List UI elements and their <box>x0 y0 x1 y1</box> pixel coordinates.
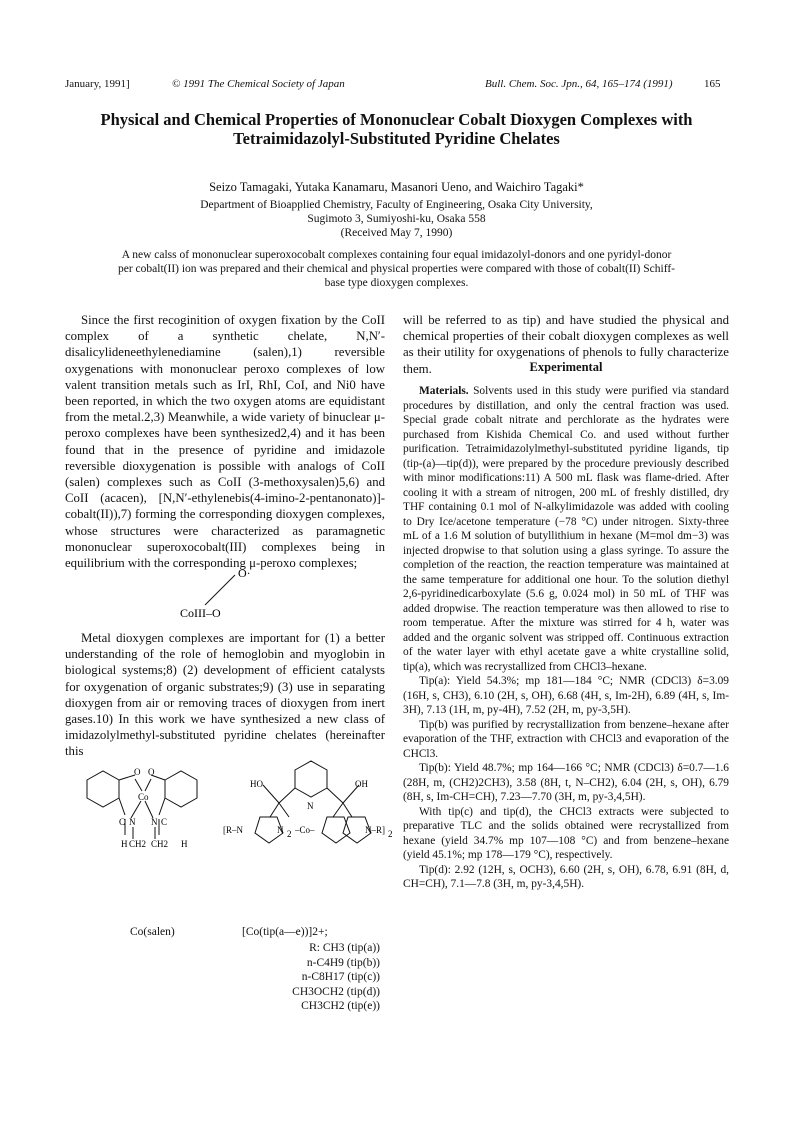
tip-r-right: N–R] <box>365 825 385 835</box>
section-heading-experimental: Experimental <box>529 360 603 374</box>
left-column-paragraph2 <box>65 630 385 760</box>
salen-co: Co <box>138 792 149 802</box>
paper-title: Physical and Chemical Properties of Mononuclear Cobalt Dioxygen Complexes with Tetraimidazolyl-Substituted Pyridine Chelates <box>100 110 693 148</box>
intro-continuation: will be referred to as tip) and have studied the physical and chemical properties of their cobalt dioxygen complexes as well as their utility for oxygenations of phenols to fully characterize them. <box>403 313 729 376</box>
cobalt-label: CoIII–O <box>180 606 221 620</box>
salen-n-left: N <box>129 817 136 827</box>
salen-o-left: O <box>134 767 141 777</box>
materials-text: Solvents used in this study were purified via standard procedures by distillation, and only the central fraction was used. Special grade cobalt nitrate and perchlorate as the hydrates were purchased from Kishida Chemical Co. and used without further purification. Tetraimidazolylmethyl-substituted pyridine ligands, tip (tip-(a)—tip(d)), were prepared by the procedure previously described with minor modifications:11) A 500 mL flask was flame-dried. After cooling it with a stream of nitrogen, 200 mL of freshly distilled, dry THF containing 0.1 mol of N-alkylimidazole was added with cooling to Dry Ice/acetone temperature (−78 °C) under nitrogen. Sixty-three mL of a 1.6 M solution of butyllithium in hexane (M=mol dm−3) was injected dropwise to that solution using a glass syringe. To assure the completion of the reaction, the reaction temperature was maintained at the same temperature for additional one hour. To the solution diethyl 2,6-pyridinedicarboxylate (5.6 g, 0.024 mol) in 50 mL of THF was added dropwise. The reaction temperature was then allowed to rise to room temperatue. After the mixture was stirred for 4 h, water was added and the organic solvent was stripped off. Continuous extraction of the water layer with ethyl acetate gave a white crystalline solid, tip(a), which was recrystallized from CHCl3–hexane. <box>403 385 730 673</box>
affiliation <box>70 198 723 240</box>
r-group-label: R: CH3 (tip(a)) <box>309 942 380 954</box>
tip-sub2-right: 2 <box>388 829 393 839</box>
salen-structure <box>87 771 197 839</box>
chemical-structures <box>65 755 395 925</box>
abstract: A new calss of mononuclear superoxocobalt complexes containing four equal imidazolyl-donors and one pyridyl-donor per cobalt(II) ion was prepared and their chemical and physical properties were compared with those of cobalt(II) Schiff-base type dioxygen complexes. <box>118 249 675 289</box>
left-column-paragraph1 <box>65 312 385 571</box>
tip-sub2-left: 2 <box>287 829 292 839</box>
salen-n-right: N <box>151 817 158 827</box>
tipa-data: Tip(a): Yield 54.3%; mp 181—184 °C; NMR (CDCl3) δ=3.09 (16H, s, CH3), 6.10 (2H, s, OH), 6.68 (4H, s, Im-2H), 6.89 (4H, s, Im-3H), 7.13 (1H, m, py-4H), 7.52 (2H, m, py-3,5H). <box>403 675 729 716</box>
tipb-data: Tip(b): Yield 48.7%; mp 164—166 °C; NMR (CDCl3) δ=0.7—1.6 (28H, m, (CH2)2CH3), 3.58 (8H, t, N–CH2), 6.04 (2H, s, OH), 6.79 (8H, s, Im-CH=CH), 7.23—7.70 (3H, m, py-3,4,5H). <box>403 762 729 803</box>
salen-c-left: C <box>119 817 126 827</box>
salen-c-right: C <box>161 817 168 827</box>
r-group-item: CH3CH2 (tip(e)) <box>301 1000 380 1012</box>
affiliation-line2: Sugimoto 3, Sumiyoshi-ku, Osaka 558 <box>307 213 486 225</box>
tipcd-prep: With tip(c) and tip(d), the CHCl3 extracts were subjected to preparative TLC and the solids obtained were recrystallized from hexane (yield 34.7% mp 107—108 °C) and from benzene–hexane (yield 45.1%; mp 178—179 °C), respectively. <box>403 805 729 861</box>
tip-oh: OH <box>355 779 368 789</box>
r-group-list <box>270 941 380 1014</box>
r-group-item: CH3OCH2 (tip(d)) <box>292 985 380 998</box>
oxygen-label: O· <box>238 566 251 580</box>
intro-paragraph1: Since the first recoginition of oxygen fixation by the CoII complex of a synthetic chelate, N,N′-disalicylideneethylenediamine (salen),1) reversible oxygenations with mononuclear peroxo complexes of low valent transition metals such as IrI, RhI, CoI, and Ni0 have been reported, in which the two oxygen atoms are equidistant from the metal.2,3) Meanwhile, a wide variety of binuclear μ-peroxo complexes have been synthesized2,4) and it has been found that in the presence of pyridine and imidazole reversible dioxygenation is possible with analogs of CoII (salen) complexes such as CoII (3-methoxysalen)5,6) and CoII (acacen), [N,N′-ethylenebis(4-imino-2-pentanonato)]-cobalt(II)),7) forming the corresponding dioxygen complexes, whose structures were characterized as paramagnetic mononuclear superoxocobalt(III) complexes being in equilibrium with the corresponding μ-peroxo complexes; <box>65 313 385 571</box>
page-number: 165 <box>704 78 721 90</box>
header-citation: Bull. Chem. Soc. Jpn., 64, 165–174 (1991) <box>485 78 673 90</box>
tip-n-pyridine: N <box>307 801 314 811</box>
r-group-item: n-C4H9 (tip(b)) <box>306 956 380 969</box>
salen-h-right: H <box>181 839 188 849</box>
superoxo-diagram <box>170 555 290 620</box>
received-date: (Received May 7, 1990) <box>340 227 453 239</box>
authors: Seizo Tamagaki, Yutaka Kanamaru, Masanori Ueno, and Waichiro Tagaki* <box>209 180 584 194</box>
materials-label: Materials. <box>419 385 469 397</box>
tip-co: –Co– <box>295 825 315 835</box>
materials-paragraph <box>403 384 729 674</box>
tip-r-left: [R–N <box>223 825 243 835</box>
caption-co-salen: Co(salen) <box>130 926 175 938</box>
header-copyright: © 1991 The Chemical Society of Japan <box>172 78 345 90</box>
r-group-item: n-C8H17 (tip(c)) <box>301 971 380 983</box>
intro-paragraph2: Metal dioxygen complexes are important for (1) a better understanding of the role of hemoglobin and myoglobin in biological systems;8) (2) development of efficient catalysts for oxygenation of organic substrates;9) (3) use in separating dioxygen from air or removing traces of dioxygen from inert gases.10) In this work we have synthesized a new class of imidazolylmethyl-substituted pyridine chelates (hereinafter this <box>65 631 385 759</box>
salen-h-left: H <box>121 839 128 849</box>
caption-co-tip: [Co(tip(a—e))]2+; <box>242 926 328 938</box>
tipd-data: Tip(d): 2.92 (12H, s, OCH3), 6.60 (2H, s, OH), 6.78, 6.91 (8H, d, CH=CH), 7.1—7.8 (3H, m, py-3,4,5H). <box>403 863 729 890</box>
tip-n-left: N <box>277 825 284 835</box>
salen-ch2-left: CH2 <box>129 839 147 849</box>
affiliation-line1: Department of Bioapplied Chemistry, Faculty of Engineering, Osaka City University, <box>200 199 593 211</box>
salen-o-right: O <box>148 767 155 777</box>
tip-ho: HO <box>250 779 263 789</box>
experimental-text <box>403 384 729 892</box>
salen-ch2-right: CH2 <box>151 839 169 849</box>
tipb-prep: Tip(b) was purified by recrystallization from benzene–hexane after evaporation of the THF, extraction with CHCl3 and evaporation of the CHCl3. <box>403 718 729 760</box>
header-date: January, 1991] <box>65 78 130 90</box>
